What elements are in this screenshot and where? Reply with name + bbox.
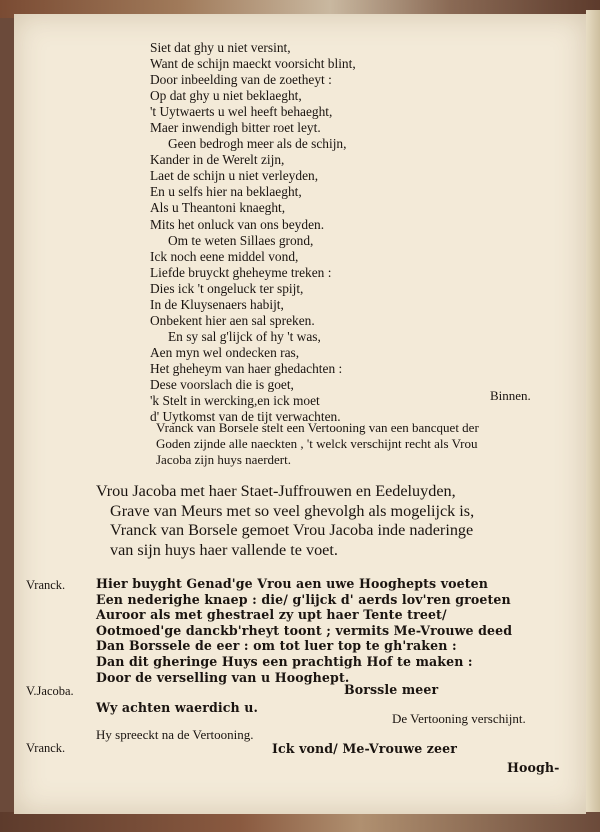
verse-line: Onbekent hier aen sal spreken. <box>150 312 315 328</box>
direction-spreeckt: Hy spreeckt na de Vertooning. <box>96 727 254 742</box>
verse-block <box>150 40 430 425</box>
speaker-vranck-2: Vranck. <box>26 741 66 755</box>
binding-bottom-edge <box>0 812 600 832</box>
entrance-line: Grave van Meurs met so veel ghevolgh als mogelijck is, <box>110 501 475 520</box>
entrance-line: Vranck van Borsele gemoet Vrou Jacoba inde naderinge <box>110 521 474 539</box>
verse-line: Kander in de Werelt zijn, <box>150 152 285 168</box>
verse-line: Laet de schijn u niet verleyden, <box>150 168 319 184</box>
speech-vranck-2: Ick vond/ Me-Vrouwe zeer <box>272 741 458 756</box>
verse-line: Het gheheym van haer ghedachten : <box>150 360 343 376</box>
verse-line: 't Uytwaerts u wel heeft behaeght, <box>150 104 333 120</box>
speech-line: Dan dit gheringe Huys een prachtigh Hof te maken : <box>96 653 473 669</box>
speech-line: Ootmoed'ge danckb'rheyt toont ; vermits Me-Vrouwe deed <box>96 622 513 638</box>
verse-line: 'k Stelt in wercking,en ick moet <box>150 393 320 409</box>
verse-line: In de Kluysenaers habijt, <box>150 296 284 312</box>
verse-line: Als u Theantoni knaeght, <box>150 200 286 216</box>
verse-line: Geen bedrogh meer als de schijn, <box>168 136 347 152</box>
verse-line: Door inbeelding van de zoetheyt : <box>150 72 332 88</box>
exit-direction: Binnen. <box>490 388 531 403</box>
speech-line: Auroor als met ghestrael zy upt haer Tente treet/ <box>96 607 447 623</box>
stage-direction-line: Vranck van Borsele stelt een Vertooning van een bancquet der <box>156 420 479 435</box>
speech-line: Hier buyght Genad'ge Vrou aen uwe Hooghepts voeten <box>96 576 489 591</box>
speech-line: Dan Borssele de eer : om tot luer top te gh'raken : <box>96 638 457 654</box>
verse-line: Dese voorslach die is goet, <box>150 376 294 392</box>
stage-direction-line: Jacoba zijn huys naerdert. <box>156 452 292 467</box>
verse-line: Aen myn wel ondecken ras, <box>150 344 300 360</box>
verse-line: En u selfs hier na beklaeght, <box>150 184 302 200</box>
entrance-line: Vrou Jacoba met haer Staet-Juffrouwen en Eedeluyden, <box>96 482 456 500</box>
verse-line: Om te weten Sillaes grond, <box>168 232 314 248</box>
verse-line: Dies ick 't ongeluck ter spijt, <box>150 280 304 296</box>
speech-line: Door de verselling van u Hooghept. <box>96 669 350 685</box>
speech-jacoba: Wy achten waerdich u. <box>96 700 259 715</box>
verse-line: Siet dat ghy u niet versint, <box>150 40 291 55</box>
page-edge-right <box>586 10 600 816</box>
speaker-jacoba: V.Jacoba. <box>26 684 74 698</box>
verse-line: Mits het onluck van ons beyden. <box>150 216 325 232</box>
stage-direction-line: Goden zijnde alle naeckten , 't welck verschijnt recht als Vrou <box>156 436 478 451</box>
verse-line: Op dat ghy u niet beklaeght, <box>150 88 302 104</box>
speech-line: Een nederighe knaep : die/ g'lijck d' aerds lov'ren groeten <box>96 591 511 607</box>
speech-vranck-end: Borssle meer <box>344 682 439 697</box>
speaker-vranck: Vranck. <box>26 578 66 592</box>
verse-line: Maer inwendigh bitter roet leyt. <box>150 120 321 136</box>
direction-vertooning-verschijnt: De Vertooning verschijnt. <box>392 711 526 726</box>
stage-direction-entrance <box>96 482 566 560</box>
verse-line: Ick noch eene middel vond, <box>150 248 299 264</box>
entrance-line: van sijn huys haer vallende te voet. <box>110 540 338 559</box>
catchword: Hoogh- <box>507 760 560 775</box>
verse-line: Liefde bruyckt gheheyme treken : <box>150 264 332 280</box>
verse-line: Want de schijn maeckt voorsicht blint, <box>150 56 356 72</box>
stage-direction-vertooning <box>156 420 566 468</box>
verse-line: En sy sal g'lijck of hy 't was, <box>168 328 321 344</box>
verse-line: d' Uytkomst van de tijt verwachten. <box>150 409 341 425</box>
speech-vranck <box>96 576 566 685</box>
